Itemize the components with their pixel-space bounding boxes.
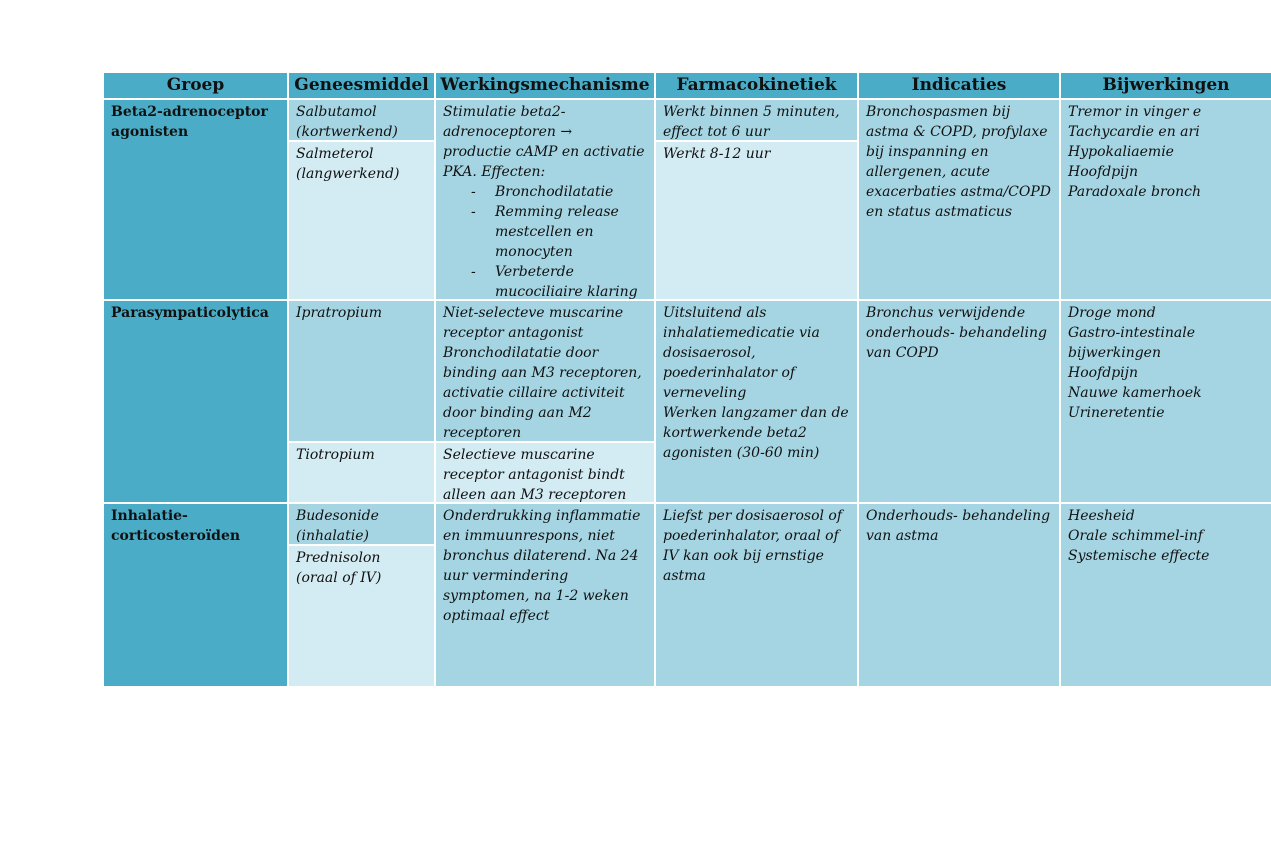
drug-cell-ipratropium: [289, 301, 434, 441]
group-line: agonisten: [111, 124, 189, 140]
mechanism-line: door binding aan M2: [443, 405, 592, 421]
pk-cell-salbutamol: [656, 100, 857, 140]
pk-line: Uitsluitend als: [663, 305, 767, 321]
mechanism-line: receptor antagonist bindt: [443, 467, 625, 483]
drug-name: Prednisolon: [296, 550, 381, 566]
pk-line: IV kan ook bij ernstige: [663, 548, 824, 564]
mechanism-line: activatie cillaire activiteit: [443, 385, 625, 401]
indication-line: allergenen, acute: [866, 164, 990, 180]
effect-line: mucociliaire klaring: [495, 284, 638, 300]
side-effect-line: Hypokaliaemie: [1068, 144, 1174, 160]
pk-line: Liefst per dosisaerosol of: [663, 508, 843, 524]
side-effect-line: Heesheid: [1068, 508, 1135, 524]
drug-note: (kortwerkend): [296, 124, 398, 140]
indications-cell-parasympaticolytica: [859, 301, 1059, 502]
group-cell-parasympaticolytica: [104, 301, 287, 502]
pk-line: effect tot 6 uur: [663, 124, 770, 140]
indication-line: astma & COPD, profylaxe: [866, 124, 1048, 140]
indication-line: onderhouds- behandeling: [866, 325, 1047, 341]
side-effect-line: Droge mond: [1068, 305, 1156, 321]
pk-line: Werkt binnen 5 minuten,: [663, 104, 840, 120]
effect-line: - Remming release: [495, 204, 619, 220]
effects-list: [443, 182, 647, 302]
pk-cell-parasympaticolytica: [656, 301, 857, 502]
drug-note: (langwerkend): [296, 166, 400, 182]
effect-line: - Verbeterde: [495, 264, 574, 280]
drug-note: (inhalatie): [296, 528, 369, 544]
drug-name: Tiotropium: [296, 447, 375, 463]
side-effect-line: Gastro-intestinale: [1068, 325, 1196, 341]
pk-line: agonisten (30-60 min): [663, 445, 820, 461]
mechanism-line: uur vermindering: [443, 568, 569, 584]
mechanism-line: receptor antagonist: [443, 325, 584, 341]
mechanism-line: Niet-selecteve muscarine: [443, 305, 624, 321]
mechanism-line: adrenoceptoren →: [443, 124, 573, 140]
side-effects-cell-corticosteroiden: [1061, 504, 1271, 686]
group-line: Inhalatie-: [111, 508, 188, 524]
indication-line: Bronchospasmen bij: [866, 104, 1011, 120]
mechanism-cell-beta2: [436, 100, 654, 299]
header-farmacokinetiek: Farmacokinetiek: [656, 73, 857, 98]
pk-line: dosisaerosol,: [663, 345, 756, 361]
side-effect-line: Nauwe kamerhoek: [1068, 385, 1202, 401]
effect-item: [443, 262, 647, 302]
drug-cell-salmeterol: [289, 142, 434, 299]
drug-note: (oraal of IV): [296, 570, 382, 586]
indication-line: van COPD: [866, 345, 939, 361]
group-cell-corticosteroiden: [104, 504, 287, 686]
drug-cell-budesonide: [289, 504, 434, 544]
pk-line: Werkt 8-12 uur: [663, 146, 771, 162]
pk-line: inhalatiemedicatie via: [663, 325, 820, 341]
pk-cell-salmeterol: [656, 142, 857, 299]
side-effect-line: Systemische effecte: [1068, 548, 1210, 564]
mechanism-cell-corticosteroiden: [436, 504, 654, 686]
side-effects-cell-beta2: [1061, 100, 1271, 299]
mechanism-line: optimaal effect: [443, 608, 550, 624]
side-effect-line: Hoofdpijn: [1068, 365, 1139, 381]
mechanism-line: symptomen, na 1-2 weken: [443, 588, 629, 604]
pk-line: poederinhalator of: [663, 365, 796, 381]
side-effect-line: Orale schimmel-inf: [1068, 528, 1203, 544]
mechanism-line: productie cAMP en activatie: [443, 144, 645, 160]
group-line: corticosteroïden: [111, 528, 241, 544]
mechanism-line: Bronchodilatatie door: [443, 345, 599, 361]
side-effect-line: bijwerkingen: [1068, 345, 1161, 361]
header-groep: Groep: [104, 73, 287, 98]
effect-line: monocyten: [495, 244, 573, 260]
indication-line: en status astmaticus: [866, 204, 1013, 220]
mechanism-line: bronchus dilaterend. Na 24: [443, 548, 639, 564]
pk-line: poederinhalator, oraal of: [663, 528, 839, 544]
side-effect-line: Hoofdpijn: [1068, 164, 1139, 180]
header-werkingsmechanisme: Werkingsmechanisme: [436, 73, 654, 98]
drug-name: Budesonide: [296, 508, 379, 524]
group-cell-beta2: [104, 100, 287, 299]
indication-line: Onderhouds- behandeling: [866, 508, 1051, 524]
mechanism-line: binding aan M3 receptoren,: [443, 365, 642, 381]
mechanism-line: receptoren: [443, 425, 522, 441]
mechanism-line: Stimulatie beta2-: [443, 104, 566, 120]
side-effects-cell-parasympaticolytica: [1061, 301, 1271, 502]
group-line: Beta2-adrenoceptor: [111, 104, 268, 120]
effect-line: mestcellen en: [495, 224, 594, 240]
mechanism-line: PKA. Effecten:: [443, 164, 546, 180]
indication-line: bij inspanning en: [866, 144, 989, 160]
mechanism-line: Onderdrukking inflammatie: [443, 508, 641, 524]
mechanism-line: alleen aan M3 receptoren: [443, 487, 627, 503]
indications-cell-corticosteroiden: [859, 504, 1059, 686]
header-bijwerkingen: Bijwerkingen: [1061, 73, 1271, 98]
mechanism-cell-ipratropium: [436, 301, 654, 441]
indication-line: van astma: [866, 528, 939, 544]
pk-line: verneveling: [663, 385, 747, 401]
side-effect-line: Paradoxale bronch: [1068, 184, 1201, 200]
indication-line: Bronchus verwijdende: [866, 305, 1026, 321]
indications-cell-beta2: [859, 100, 1059, 299]
pk-line: kortwerkende beta2: [663, 425, 807, 441]
drug-name: Ipratropium: [296, 305, 383, 321]
header-geneesmiddel: Geneesmiddel: [289, 73, 434, 98]
group-line: Parasympaticolytica: [111, 305, 269, 321]
side-effect-line: Tremor in vinger e: [1068, 104, 1202, 120]
drug-cell-prednisolon: [289, 546, 434, 686]
effect-item: [443, 182, 647, 202]
drug-cell-tiotropium: [289, 443, 434, 502]
drug-name: Salmeterol: [296, 146, 374, 162]
effect-line: - Bronchodilatatie: [495, 184, 614, 200]
drug-cell-salbutamol: [289, 100, 434, 140]
side-effect-line: Tachycardie en ari: [1068, 124, 1200, 140]
pk-cell-corticosteroiden: [656, 504, 857, 686]
mechanism-cell-tiotropium: [436, 443, 654, 502]
header-indicaties: Indicaties: [859, 73, 1059, 98]
side-effect-line: Urineretentie: [1068, 405, 1165, 421]
effect-item: [443, 202, 647, 262]
mechanism-line: Selectieve muscarine: [443, 447, 595, 463]
pk-line: astma: [663, 568, 706, 584]
indication-line: exacerbaties astma/COPD: [866, 184, 1052, 200]
pk-line: Werken langzamer dan de: [663, 405, 849, 421]
drug-name: Salbutamol: [296, 104, 377, 120]
mechanism-line: en immuunrespons, niet: [443, 528, 615, 544]
